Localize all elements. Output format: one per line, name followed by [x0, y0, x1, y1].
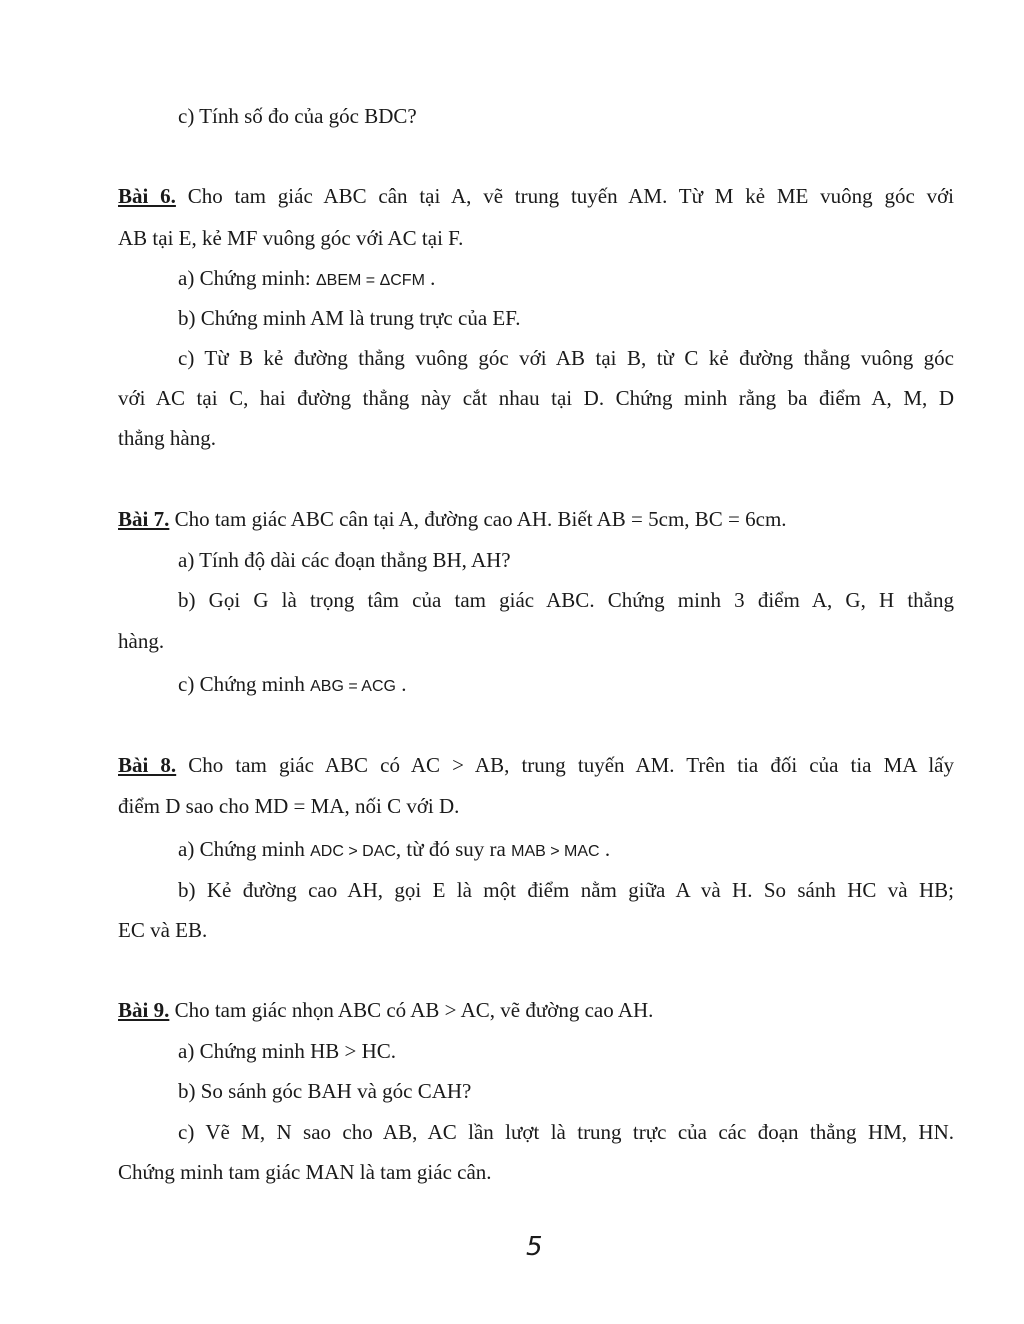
bai8-a-mid: , từ đó suy ra [395, 837, 512, 861]
bai6-line1 [118, 182, 954, 210]
bai7-c-suffix: . [395, 672, 407, 696]
bai9-item-c1: c) Vẽ M, N sao cho AB, AC lần lượt là trung trực của các đoạn thẳng HM, HN. [178, 1120, 954, 1144]
bai6-line2: AB tại E, kẻ MF vuông góc với AC tại F. [118, 226, 464, 250]
bai7-item-c [178, 670, 406, 701]
bai6-item-c1: c) Từ B kẻ đường thẳng vuông góc với AB tại B, từ C kẻ đường thẳng vuông góc [178, 346, 954, 370]
bai8-a-math2: MAB > MAC [511, 843, 600, 860]
bai7-c-math: ABG = ACG [310, 678, 396, 695]
bai8-item-b1: b) Kẻ đường cao AH, gọi E là một điểm nằm giữa A và H. So sánh HC và HB; [178, 878, 954, 902]
bai8-item-b2: EC và EB. [118, 918, 208, 942]
bai6-a-prefix: a) Chứng minh: [178, 266, 316, 290]
bai7-title: Bài 7. [118, 507, 170, 531]
bai7-item-b1: b) Gọi G là trọng tâm của tam giác ABC. Chứng minh 3 điểm A, G, H thẳng [178, 588, 954, 612]
bai6-text1: Cho tam giác ABC cân tại A, vẽ trung tuyến AM. Từ M kẻ ME vuông góc với [175, 184, 955, 208]
bai6-title: Bài 6. [118, 184, 176, 208]
bai9-line1 [118, 996, 653, 1024]
top-item-c: c) Tính số đo của góc BDC? [178, 104, 417, 128]
bai7-item-a: a) Tính độ dài các đoạn thẳng BH, AH? [178, 548, 511, 572]
bai8-a-prefix: a) Chứng minh [178, 837, 311, 861]
bai9-item-b: b) So sánh góc BAH và góc CAH? [178, 1079, 472, 1103]
bai9-item-a: a) Chứng minh HB > HC. [178, 1039, 397, 1063]
bai7-line1 [118, 505, 787, 533]
bai6-item-c3: thẳng hàng. [118, 426, 216, 450]
bai8-line2: điểm D sao cho MD = MA, nối C với D. [118, 794, 460, 818]
bai6-item-b: b) Chứng minh AM là trung trực của EF. [178, 306, 521, 330]
bai9-text1: Cho tam giác nhọn ABC có AB > AC, vẽ đường cao AH. [169, 998, 654, 1022]
bai7-text1: Cho tam giác ABC cân tại A, đường cao AH. Biết AB = 5cm, BC = 6cm. [169, 507, 787, 531]
bai9-item-c2: Chứng minh tam giác MAN là tam giác cân. [118, 1160, 492, 1184]
bai8-line1 [118, 751, 954, 779]
bai6-a-suffix: . [424, 266, 436, 290]
bai8-title: Bài 8. [118, 753, 177, 777]
bai6-item-a [178, 264, 435, 295]
bai8-a-math1: ADC > DAC [310, 843, 396, 860]
bai7-c-prefix: c) Chứng minh [178, 672, 311, 696]
bai9-title: Bài 9. [118, 998, 170, 1022]
page-number: 5 [526, 1232, 543, 1262]
bai8-a-suffix: . [599, 837, 611, 861]
bai8-text1: Cho tam giác ABC có AC > AB, trung tuyến AM. Trên tia đối của tia MA lấy [176, 753, 954, 777]
bai7-item-b2: hàng. [118, 629, 165, 653]
bai6-a-math: ΔBEM = ΔCFM [315, 272, 425, 289]
bai6-item-c2: với AC tại C, hai đường thẳng này cắt nhau tại D. Chứng minh rằng ba điểm A, M, D [118, 386, 954, 410]
bai8-item-a [178, 835, 610, 866]
